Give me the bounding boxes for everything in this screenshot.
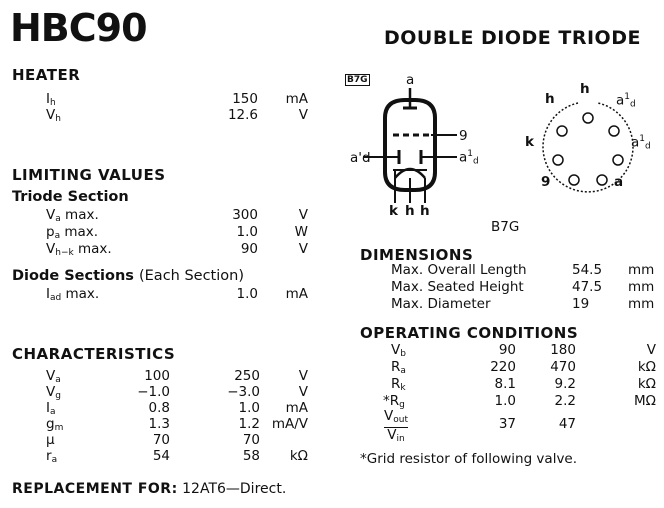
char-row-symbol-letter: r — [46, 448, 52, 464]
diode-note: (Each Section) — [138, 268, 244, 284]
pin-label-ad-right: $a^1_d$ — [631, 134, 651, 152]
char-row-symbol — [46, 448, 57, 465]
triode-row-value: 90 — [240, 241, 258, 257]
operating-value-2: 180 — [550, 342, 576, 358]
triode-row-value: 300 — [232, 207, 258, 223]
char-row-unit: mA/V — [271, 416, 308, 432]
diode-row-symbol-suffix: max. — [61, 286, 100, 302]
operating-value-1: 220 — [490, 359, 516, 375]
operating-unit: kΩ — [637, 359, 656, 375]
dimension-unit: mm — [628, 296, 655, 312]
triode-row-unit: V — [298, 207, 308, 223]
label-heater-2: h — [420, 203, 430, 219]
char-row-unit: kΩ — [289, 448, 308, 464]
label-diode-right-sup: 1 — [467, 149, 474, 159]
operating-symbol-sub: k — [400, 383, 406, 393]
heater-row-value: 12.6 — [227, 107, 258, 123]
heater-row-symbol-letter: I — [46, 91, 50, 107]
operating-symbol-sub: b — [400, 349, 406, 359]
dimension-value: 54.5 — [572, 262, 603, 278]
triode-row-symbol — [46, 224, 98, 241]
operating-symbol — [391, 359, 406, 376]
pin-gap — [583, 113, 593, 123]
char-row-unit: V — [298, 384, 308, 400]
char-row-value-2: 58 — [242, 448, 260, 464]
operating-symbol-sub: a — [400, 366, 406, 376]
label-diode-right — [459, 149, 479, 167]
char-row-unit: V — [298, 368, 308, 384]
heater-row-symbol-sub: h — [49, 98, 56, 108]
dimension-label: Max. Diameter — [391, 296, 491, 312]
dimension-unit: mm — [628, 262, 655, 278]
operating-symbol-letter: V — [391, 342, 401, 358]
diode-title: Diode Sections — [12, 268, 134, 284]
char-row-unit: mA — [285, 400, 308, 416]
ratio-value-1: 37 — [498, 416, 516, 432]
operating-symbol-sub: g — [399, 400, 405, 410]
operating-value-1: 8.1 — [494, 376, 516, 392]
pin-label-h-left: h — [545, 91, 555, 107]
triode-row-unit: W — [294, 224, 308, 240]
triode-section-title: Triode Section — [12, 189, 129, 205]
operating-value-2: 470 — [550, 359, 576, 375]
heater-row-unit: mA — [285, 91, 308, 107]
dimension-label: Max. Seated Height — [391, 279, 524, 295]
char-row-value-2: 70 — [242, 432, 260, 448]
diode-row-symbol-letter: I — [46, 286, 50, 302]
heater-row-symbol-letter: V — [46, 107, 56, 123]
dimension-unit: mm — [628, 279, 655, 295]
diode-row-unit: mA — [285, 286, 308, 302]
envelope-outline — [385, 100, 435, 190]
heater-title: HEATER — [12, 66, 81, 84]
limiting-title: LIMITING VALUES — [12, 166, 166, 184]
char-row-value-2: −3.0 — [227, 384, 260, 400]
operating-value-2: 2.2 — [554, 393, 576, 409]
operating-unit: V — [646, 342, 656, 358]
pin-5 — [569, 175, 579, 185]
dimension-label: Max. Overall Length — [391, 262, 527, 278]
triode-row-symbol-sub: h−k — [55, 248, 74, 258]
pin-2 — [609, 126, 619, 136]
char-row-symbol — [46, 384, 61, 401]
char-row-symbol-letter: g — [46, 416, 55, 432]
char-row-symbol-sub: a — [55, 375, 61, 385]
pin-label-g: 9 — [541, 174, 551, 190]
heater-row-symbol-sub: h — [55, 114, 61, 124]
operating-value-1: 90 — [498, 342, 516, 358]
label-diode-left: a'd — [350, 150, 371, 166]
pin-label-ad-top: $a^1_d$ — [616, 92, 636, 110]
label-cathode: k — [389, 203, 398, 219]
char-row-symbol-sub: g — [55, 391, 61, 401]
triode-row-symbol-letter: V — [46, 207, 56, 223]
operating-symbol-letter: R — [391, 359, 401, 375]
char-row-symbol — [46, 368, 61, 385]
operating-symbol — [391, 376, 406, 393]
pin-label-k: k — [525, 134, 534, 150]
char-row-value-1: 1.3 — [148, 416, 170, 432]
dimension-value: 47.5 — [572, 279, 603, 295]
operating-unit: MΩ — [634, 393, 656, 409]
char-row-symbol-sub: m — [54, 423, 64, 433]
characteristics-title: CHARACTERISTICS — [12, 345, 176, 363]
char-row-value-2: 1.0 — [238, 400, 260, 416]
char-row-value-2: 250 — [234, 368, 260, 384]
triode-row-symbol-sub: a — [54, 231, 61, 241]
heater-row-symbol — [46, 107, 61, 124]
pin-label-a: a — [614, 174, 624, 190]
vout-vin-ratio: $\frac{V_{out}}{V_{in}}$ — [384, 408, 408, 444]
triode-row-symbol-letter: V — [46, 241, 56, 257]
label-diode-right-letter: a — [459, 149, 468, 166]
operating-symbol-letter: R — [389, 393, 400, 409]
operating-title: OPERATING CONDITIONS — [360, 324, 579, 342]
operating-symbol — [391, 342, 406, 359]
diode-row-value: 1.0 — [236, 286, 258, 302]
char-row-value-1: −1.0 — [137, 384, 170, 400]
triode-row-symbol — [46, 207, 99, 224]
char-row-symbol — [46, 400, 56, 417]
footnote: *Grid resistor of following valve. — [360, 451, 578, 467]
char-row-value-1: 70 — [152, 432, 170, 448]
triode-row-value: 1.0 — [236, 224, 258, 240]
char-row-value-1: 54 — [152, 448, 170, 464]
triode-row-symbol-suffix: max. — [60, 224, 99, 240]
base-tag: B7G — [347, 75, 368, 85]
char-row-value-1: 0.8 — [148, 400, 170, 416]
char-row-value-2: 1.2 — [238, 416, 260, 432]
pin-label-h-top: h — [580, 81, 590, 97]
triode-row-unit: V — [298, 241, 308, 257]
char-row-symbol-letter: V — [46, 384, 56, 400]
triode-row-symbol-suffix: max. — [73, 241, 112, 257]
operating-unit: kΩ — [637, 376, 656, 392]
operating-value-2: 9.2 — [554, 376, 576, 392]
heater-row-unit: V — [298, 107, 308, 123]
diode-section-title — [12, 268, 244, 284]
heater-row-value: 150 — [232, 91, 258, 107]
diode-row-symbol-sub: ad — [49, 293, 62, 303]
label-grid: 9 — [459, 128, 468, 144]
replacement-line — [12, 481, 286, 497]
replacement-label: REPLACEMENT FOR: — [12, 481, 178, 497]
char-row-symbol — [46, 432, 55, 449]
char-row-symbol-sub: a — [51, 455, 58, 465]
triode-row-symbol-sub: a — [55, 214, 61, 224]
dimensions-title: DIMENSIONS — [360, 246, 474, 264]
label-anode: a — [406, 72, 415, 88]
label-diode-right-sub: d — [473, 156, 479, 167]
label-heater-1: h — [405, 203, 415, 219]
operating-value-1: 1.0 — [494, 393, 516, 409]
pin-4 — [613, 155, 623, 165]
triode-row-symbol-letter: p — [46, 224, 55, 240]
diode-row-symbol — [46, 286, 99, 303]
char-row-value-1: 100 — [144, 368, 170, 384]
triode-row-symbol-suffix: max. — [60, 207, 99, 223]
triode-row-symbol — [46, 241, 112, 258]
base-label: B7G — [491, 219, 520, 235]
char-row-symbol-letter: I — [46, 400, 50, 416]
replacement-value: 12AT6—Direct. — [182, 481, 287, 497]
dimension-value: 19 — [572, 296, 590, 312]
operating-symbol-letter: R — [391, 376, 401, 392]
operating-symbol-prefix: * — [383, 393, 390, 409]
pin-1 — [557, 126, 567, 136]
char-row-symbol — [46, 416, 63, 433]
char-row-symbol-sub: a — [49, 407, 56, 417]
tube-name: HBC90 — [10, 6, 147, 50]
pin-6 — [597, 175, 607, 185]
heater-row-symbol — [46, 91, 56, 108]
tube-type: DOUBLE DIODE TRIODE — [384, 27, 641, 49]
ratio-value-2: 47 — [558, 416, 576, 432]
char-row-symbol-letter: μ — [46, 432, 55, 448]
char-row-symbol-letter: V — [46, 368, 56, 384]
pin-3 — [553, 155, 563, 165]
